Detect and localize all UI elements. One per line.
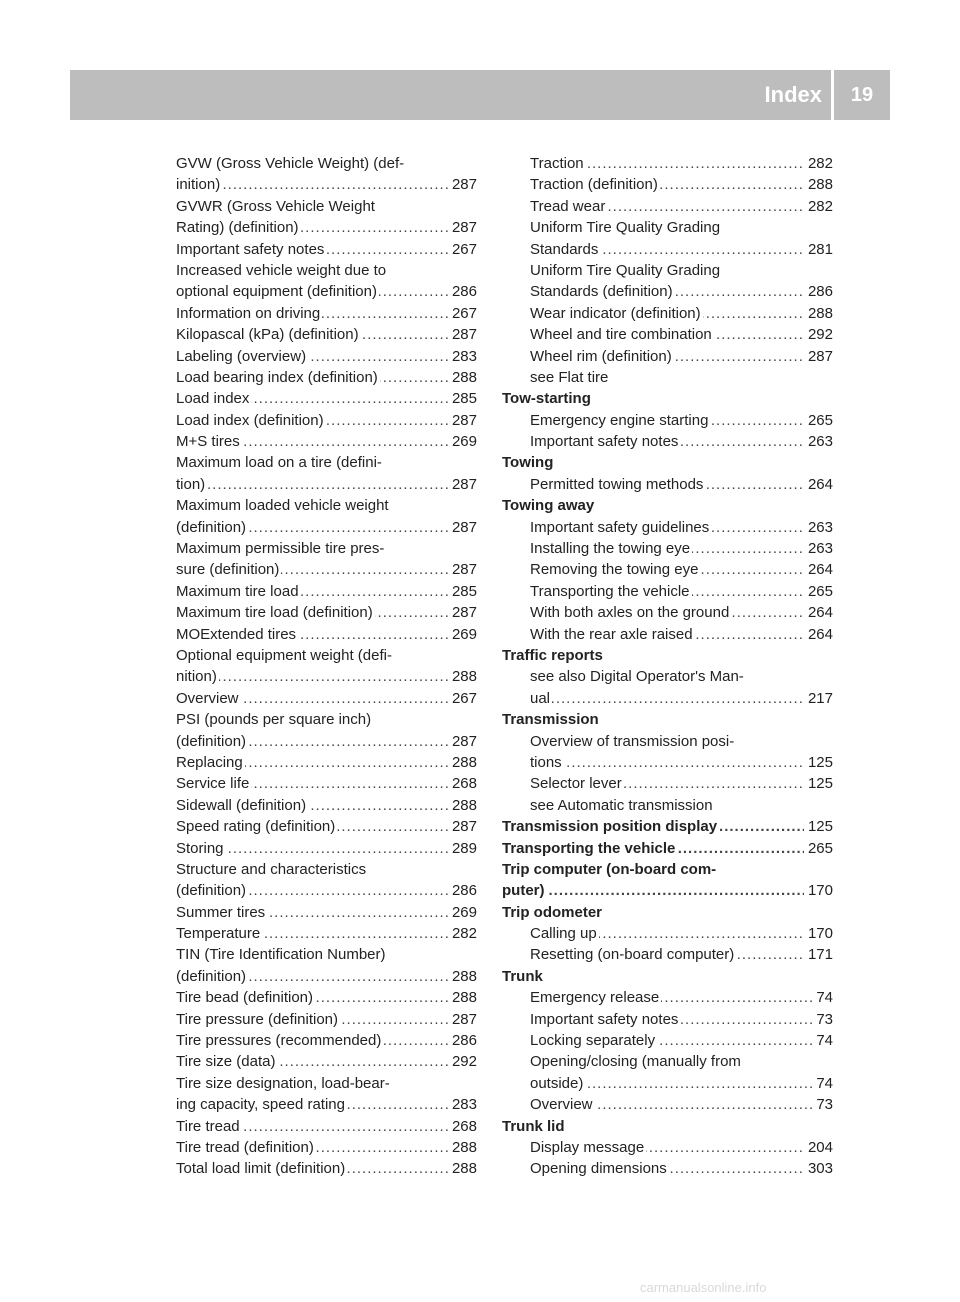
entry-text: outside)	[530, 1074, 584, 1092]
index-entry	[176, 1158, 477, 1179]
entry-page-number: 287	[804, 346, 833, 367]
entry-page-number: 288	[448, 987, 477, 1008]
entry-text: Sidewall (definition)	[176, 796, 307, 814]
entry-text: Towing away	[502, 497, 595, 515]
index-entry	[502, 688, 833, 709]
entry-page-number: 265	[804, 581, 833, 602]
index-entry	[176, 666, 477, 687]
index-entry	[176, 731, 477, 752]
index-entry	[176, 281, 477, 302]
entry-text: Information on driving	[176, 304, 321, 322]
index-entry	[502, 410, 833, 431]
index-entry	[502, 174, 833, 195]
index-entry	[176, 795, 477, 816]
entry-text: (definition)	[176, 967, 247, 985]
entry-page-number: 286	[804, 281, 833, 302]
entry-text: Important safety guidelines	[530, 518, 710, 536]
entry-text: Transporting the vehicle	[530, 582, 690, 600]
index-entry	[502, 752, 833, 773]
entry-text: Storing	[176, 839, 224, 857]
index-entry	[176, 303, 477, 324]
index-entry	[176, 838, 477, 859]
index-entry	[176, 346, 477, 367]
entry-text: Speed rating (definition)	[176, 818, 336, 836]
entry-text: Load index	[176, 390, 250, 408]
entry-text: ing capacity, speed rating	[176, 1096, 345, 1114]
entry-page-number: 267	[448, 239, 477, 260]
entry-text: (definition)	[176, 732, 247, 750]
entry-text: Important safety notes	[176, 240, 325, 258]
index-entry	[502, 559, 833, 580]
entry-page-number: 288	[448, 795, 477, 816]
index-entry	[502, 773, 833, 794]
index-heading	[502, 709, 833, 730]
entry-text: Standards (definition)	[530, 283, 673, 301]
entry-text: Wheel and tire combination	[530, 326, 712, 344]
entry-text: Calling up	[530, 925, 597, 943]
entry-page-number: 170	[804, 923, 833, 944]
entry-text: Tread wear	[530, 197, 606, 215]
entry-page-number: 287	[448, 517, 477, 538]
entry-page-number: 269	[448, 624, 477, 645]
entry-page-number: 288	[804, 303, 833, 324]
entry-page-number: 289	[448, 838, 477, 859]
entry-text: Uniform Tire Quality Grading	[530, 261, 721, 279]
entry-text: Transporting the vehicle	[502, 839, 676, 857]
entry-text: Emergency release	[530, 989, 660, 1007]
entry-text: see Flat tire	[530, 368, 609, 386]
entry-page-number: 282	[448, 923, 477, 944]
index-entry	[502, 153, 833, 174]
index-entry	[502, 517, 833, 538]
index-entry	[502, 581, 833, 602]
entry-page-number: 288	[448, 1158, 477, 1179]
index-entry	[176, 944, 477, 965]
entry-page-number: 282	[804, 153, 833, 174]
entry-page-number: 287	[448, 474, 477, 495]
entry-page-number: 288	[448, 752, 477, 773]
entry-text: Opening/closing (manually from	[530, 1053, 741, 1071]
index-entry	[502, 1094, 833, 1115]
entry-text: GVW (Gross Vehicle Weight) (def-	[176, 155, 405, 172]
entry-text: Tire bead (definition)	[176, 989, 314, 1007]
index-entry	[502, 346, 833, 367]
index-entry	[176, 517, 477, 538]
entry-text: tions	[530, 753, 562, 771]
entry-text: optional equipment (definition)	[176, 283, 377, 301]
entry-text: Tow-starting	[502, 390, 591, 408]
entry-page-number: 269	[448, 902, 477, 923]
index-entry	[176, 752, 477, 773]
index-entry	[176, 1073, 477, 1094]
entry-text: Tire size designation, load-bear-	[176, 1074, 390, 1092]
index-entry	[176, 452, 477, 473]
index-entry	[502, 196, 833, 217]
entry-text: Overview	[530, 1096, 593, 1114]
entry-page-number: 204	[804, 1137, 833, 1158]
entry-text: Trunk	[502, 967, 543, 985]
entry-text: M+S tires	[176, 433, 240, 451]
index-entry	[176, 816, 477, 837]
entry-text: Load bearing index (definition)	[176, 368, 378, 386]
entry-page-number: 288	[448, 666, 477, 687]
entry-text: Total load limit (definition)	[176, 1160, 346, 1178]
index-entry	[176, 773, 477, 794]
index-column-right	[502, 153, 833, 1180]
index-entry	[502, 795, 833, 816]
index-entry	[502, 666, 833, 687]
entry-text: Removing the towing eye	[530, 561, 699, 579]
index-entry	[502, 602, 833, 623]
entry-text: MOExtended tires	[176, 625, 297, 643]
entry-page-number: 268	[448, 1116, 477, 1137]
entry-text: Traffic reports	[502, 646, 603, 664]
entry-text: Maximum permissible tire pres-	[176, 540, 385, 558]
entry-text: Trip odometer	[502, 903, 603, 921]
index-entry	[502, 281, 833, 302]
entry-page-number: 286	[448, 281, 477, 302]
entry-text: With the rear axle raised	[530, 625, 693, 643]
index-entry	[176, 902, 477, 923]
index-entry	[176, 153, 477, 174]
entry-text: Replacing	[176, 753, 243, 771]
index-entry	[176, 217, 477, 238]
index-entry	[502, 731, 833, 752]
entry-page-number: 263	[804, 538, 833, 559]
index-entry	[176, 1051, 477, 1072]
index-entry	[502, 624, 833, 645]
index-entry	[502, 303, 833, 324]
entry-page-number: 263	[804, 431, 833, 452]
index-entry	[176, 1009, 477, 1030]
index-entry	[502, 538, 833, 559]
entry-text: see also Digital Operator's Man-	[530, 668, 744, 686]
index-entry	[502, 1009, 833, 1030]
entry-page-number: 264	[804, 474, 833, 495]
index-entry	[502, 944, 833, 965]
index-entry	[176, 880, 477, 901]
entry-text: With both axles on the ground	[530, 604, 730, 622]
index-entry	[502, 217, 833, 238]
entry-text: Installing the towing eye	[530, 540, 691, 558]
entry-page-number: 288	[448, 1137, 477, 1158]
entry-text: Overview	[176, 689, 239, 707]
index-entry	[176, 495, 477, 516]
entry-text: Towing	[502, 454, 554, 472]
entry-text: sure (definition)	[176, 561, 280, 579]
index-entry	[176, 966, 477, 987]
index-entry	[176, 431, 477, 452]
entry-page-number: 287	[448, 324, 477, 345]
entry-page-number: 267	[448, 688, 477, 709]
index-entry	[502, 1051, 833, 1072]
index-heading	[502, 452, 833, 473]
entry-page-number: 125	[804, 773, 833, 794]
entry-text: Structure and characteristics	[176, 860, 367, 878]
entry-page-number: 73	[812, 1009, 833, 1030]
entry-text: Service life	[176, 775, 250, 793]
entry-text: (definition)	[176, 882, 247, 900]
entry-text: (definition)	[176, 518, 247, 536]
section-title: Index	[764, 82, 822, 107]
entry-text: nition)	[176, 668, 217, 686]
entry-page-number: 282	[804, 196, 833, 217]
entry-text: Wear indicator (definition)	[530, 304, 701, 322]
index-entry	[176, 559, 477, 580]
entry-page-number: 265	[804, 410, 833, 431]
entry-text: Load index (definition)	[176, 411, 324, 429]
index-entry	[176, 239, 477, 260]
entry-text: ual	[530, 689, 551, 707]
entry-text: Important safety notes	[530, 1010, 679, 1028]
entry-page-number: 217	[804, 688, 833, 709]
entry-page-number: 292	[804, 324, 833, 345]
index-heading	[502, 966, 833, 987]
index-entry	[502, 474, 833, 495]
entry-page-number: 287	[448, 731, 477, 752]
entry-text: Maximum load on a tire (defini-	[176, 454, 382, 472]
index-entry	[176, 474, 477, 495]
entry-page-number: 285	[448, 388, 477, 409]
entry-page-number: 287	[448, 410, 477, 431]
entry-page-number: 285	[448, 581, 477, 602]
entry-page-number: 283	[448, 1094, 477, 1115]
index-entry	[502, 1073, 833, 1094]
entry-text: Trunk lid	[502, 1117, 565, 1135]
index-entry	[176, 923, 477, 944]
index-entry	[502, 239, 833, 260]
entry-text: tion)	[176, 475, 206, 493]
entry-page-number: 303	[804, 1158, 833, 1179]
entry-page-number: 264	[804, 559, 833, 580]
entry-page-number: 74	[812, 1073, 833, 1094]
index-entry	[176, 987, 477, 1008]
entry-text: Wheel rim (definition)	[530, 347, 672, 365]
entry-text: Maximum tire load (definition)	[176, 604, 373, 622]
entry-text: Overview of transmission posi-	[530, 732, 735, 750]
entry-text: puter)	[502, 882, 545, 900]
entry-text: Traction (definition)	[530, 176, 658, 194]
index-entry	[502, 987, 833, 1008]
index-entry	[502, 367, 833, 388]
entry-page-number: 73	[812, 1094, 833, 1115]
entry-text: Increased vehicle weight due to	[176, 261, 387, 279]
index-entry	[176, 1116, 477, 1137]
entry-page-number: 265	[804, 838, 833, 859]
page-number: 19	[850, 84, 874, 106]
entry-text: PSI (pounds per square inch)	[176, 711, 372, 729]
entry-text: Summer tires	[176, 903, 266, 921]
index-entry	[176, 388, 477, 409]
entry-text: Tire tread	[176, 1117, 240, 1135]
entry-text: Tire pressure (definition)	[176, 1010, 339, 1028]
entry-text: Selector lever	[530, 775, 622, 793]
entry-text: Maximum loaded vehicle weight	[176, 497, 389, 515]
index-entry	[176, 645, 477, 666]
index-heading	[502, 859, 833, 880]
index-heading	[502, 1116, 833, 1137]
entry-text: Resetting (on-board computer)	[530, 946, 735, 964]
entry-text: Opening dimensions	[530, 1160, 667, 1178]
entry-page-number: 292	[448, 1051, 477, 1072]
entry-text: inition)	[176, 176, 221, 194]
watermark: carmanualsonline.info	[640, 1280, 767, 1295]
entry-page-number: 269	[448, 431, 477, 452]
entry-page-number: 288	[804, 174, 833, 195]
entry-text: Labeling (overview)	[176, 347, 307, 365]
index-entry	[176, 1094, 477, 1115]
entry-page-number: 287	[448, 217, 477, 238]
entry-page-number: 125	[804, 816, 833, 837]
index-entry	[176, 410, 477, 431]
index-column-left	[176, 153, 477, 1180]
index-entry	[176, 174, 477, 195]
index-entry	[176, 1030, 477, 1051]
entry-page-number: 287	[448, 174, 477, 195]
index-entry	[502, 324, 833, 345]
index-entry	[176, 688, 477, 709]
index-entry	[502, 923, 833, 944]
index-entry	[176, 602, 477, 623]
entry-page-number: 286	[448, 1030, 477, 1051]
entry-page-number: 287	[448, 816, 477, 837]
entry-page-number: 264	[804, 624, 833, 645]
index-entry	[176, 581, 477, 602]
index-entry	[176, 1137, 477, 1158]
index-heading	[502, 838, 833, 859]
entry-page-number: 263	[804, 517, 833, 538]
entry-text: TIN (Tire Identification Number)	[176, 946, 386, 964]
index-entry	[502, 260, 833, 281]
entry-page-number: 283	[448, 346, 477, 367]
entry-page-number: 287	[448, 559, 477, 580]
entry-page-number: 74	[812, 1030, 833, 1051]
entry-text: Optional equipment weight (defi-	[176, 646, 392, 664]
entry-page-number: 281	[804, 239, 833, 260]
entry-page-number: 74	[812, 987, 833, 1008]
entry-text: Kilopascal (kPa) (definition)	[176, 326, 359, 344]
index-heading	[502, 902, 833, 923]
entry-text: Transmission	[502, 711, 599, 729]
entry-text: Trip computer (on-board com-	[502, 860, 717, 878]
entry-text: Permitted towing methods	[530, 475, 704, 493]
index-heading	[502, 388, 833, 409]
entry-text: Locking separately	[530, 1032, 656, 1050]
index-entry	[176, 196, 477, 217]
entry-page-number: 268	[448, 773, 477, 794]
index-entry	[176, 324, 477, 345]
entry-page-number: 288	[448, 966, 477, 987]
index-heading	[502, 880, 833, 901]
index-entry	[502, 1030, 833, 1051]
entry-text: Traction	[530, 155, 584, 172]
index-entry	[176, 538, 477, 559]
index-entry	[502, 1137, 833, 1158]
entry-page-number: 170	[804, 880, 833, 901]
entry-text: Uniform Tire Quality Grading	[530, 219, 721, 237]
entry-text: Emergency engine starting	[530, 411, 709, 429]
entry-page-number: 125	[804, 752, 833, 773]
entry-text: Important safety notes	[530, 433, 679, 451]
index-entry	[176, 367, 477, 388]
index-entry	[176, 859, 477, 880]
entry-page-number: 287	[448, 1009, 477, 1030]
entry-page-number: 171	[804, 944, 833, 965]
entry-text: see Automatic transmission	[530, 796, 713, 814]
index-entry	[176, 260, 477, 281]
index-heading	[502, 495, 833, 516]
entry-page-number: 287	[448, 602, 477, 623]
index-entry	[176, 709, 477, 730]
index-entry	[502, 431, 833, 452]
index-entry	[176, 624, 477, 645]
index-heading	[502, 816, 833, 837]
entry-text: GVWR (Gross Vehicle Weight	[176, 197, 375, 215]
entry-text: Rating) (definition)	[176, 219, 299, 237]
entry-text: Standards	[530, 240, 599, 258]
entry-page-number: 288	[448, 367, 477, 388]
entry-text: Tire tread (definition)	[176, 1138, 314, 1156]
entry-text: Transmission position display	[502, 818, 718, 836]
entry-page-number: 286	[448, 880, 477, 901]
entry-page-number: 267	[448, 303, 477, 324]
index-entry	[502, 1158, 833, 1179]
entry-text: Tire pressures (recommended)	[176, 1032, 382, 1050]
entry-text: Maximum tire load	[176, 582, 299, 600]
entry-text: Tire size (data)	[176, 1053, 276, 1071]
entry-page-number: 264	[804, 602, 833, 623]
entry-text: Display message	[530, 1138, 645, 1156]
entry-text: Temperature	[176, 925, 261, 943]
index-heading	[502, 645, 833, 666]
